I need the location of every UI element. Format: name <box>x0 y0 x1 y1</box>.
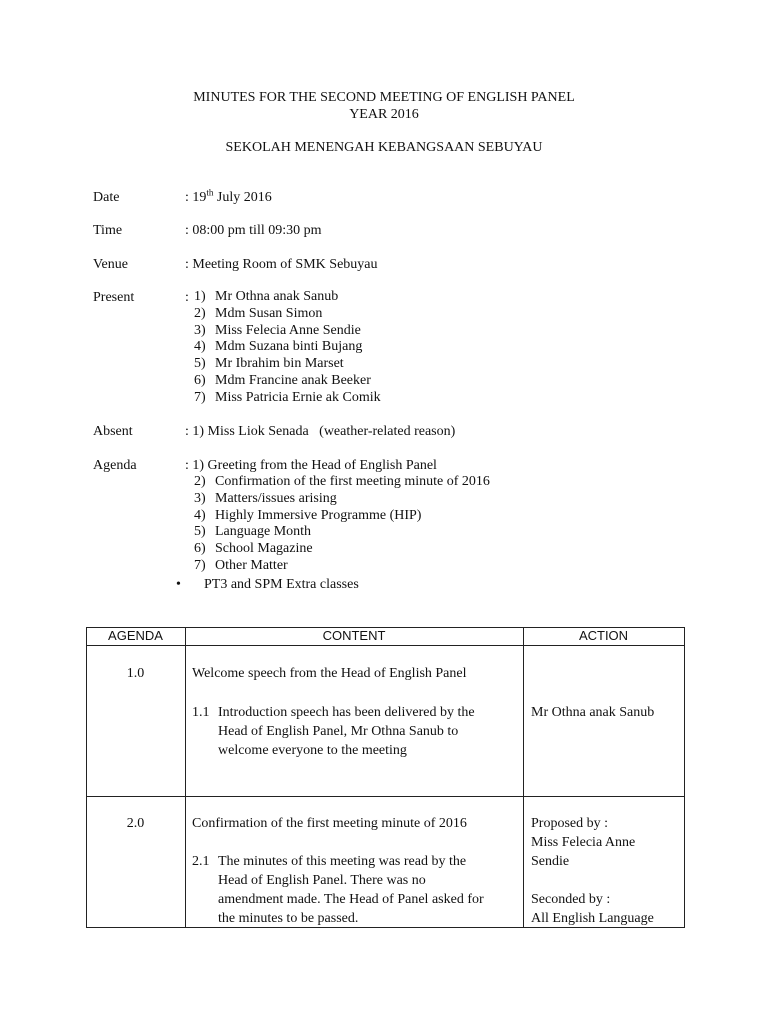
document-title: MINUTES FOR THE SECOND MEETING OF ENGLISH PANEL <box>193 90 575 105</box>
row2-agenda-number: 2.0 <box>126 816 145 831</box>
list-item: 4) Mdm Suzana binti Bujang <box>194 339 363 355</box>
table-border-right <box>684 627 685 928</box>
table-column-divider <box>185 627 186 928</box>
venue-label: Venue <box>93 257 128 272</box>
row1-agenda-number: 1.0 <box>126 666 145 681</box>
agenda-list <box>194 474 490 575</box>
present-list <box>194 289 381 407</box>
document-year: YEAR 2016 <box>349 107 419 122</box>
time-label: Time <box>93 223 123 238</box>
time-value: : 08:00 pm till 09:30 pm <box>185 223 322 238</box>
list-item: 6) Mdm Francine anak Beeker <box>194 372 371 388</box>
list-item: 2) Confirmation of the first meeting minute of 2016 <box>194 474 490 489</box>
absent-label: Absent <box>93 424 133 439</box>
minutes-table <box>86 627 685 928</box>
present-label: Present <box>93 290 135 305</box>
list-item: 4) Highly Immersive Programme (HIP) <box>194 507 422 523</box>
bullet-item: • PT3 and SPM Extra classes <box>176 577 359 592</box>
column-header-action: ACTION <box>578 628 629 643</box>
list-item: 5) Mr Ibrahim bin Marset <box>194 356 344 372</box>
proposed-label: Proposed by : <box>531 816 608 831</box>
absent-value: : 1) Miss Liok Senada (weather-related reason) <box>185 424 456 439</box>
list-item: 3) Miss Felecia Anne Sendie <box>194 322 361 338</box>
list-item: 1) Mr Othna anak Sanub <box>194 289 339 304</box>
list-item: 6) School Magazine <box>194 541 313 557</box>
seconded-label: Seconded by : <box>531 892 611 907</box>
column-header-agenda: AGENDA <box>108 628 163 643</box>
agenda-first-item: : 1) Greeting from the Head of English Panel <box>185 458 437 473</box>
column-header-content: CONTENT <box>322 628 386 643</box>
row2-action <box>531 814 656 928</box>
venue-value: : Meeting Room of SMK Sebuyau <box>185 257 378 272</box>
row1-subitem: 1.1 Introduction speech has been delivered by the Head of English Panel, Mr Othna Sanub to welcome everyone to the meeting <box>192 705 475 758</box>
bullet-icon: • <box>176 577 181 592</box>
list-item: 7) Miss Patricia Ernie ak Comik <box>194 389 381 405</box>
school-name: SEKOLAH MENENGAH KEBANGSAAN SEBUYAU <box>225 140 543 155</box>
row2-subitem: 2.1 The minutes of this meeting was read by the Head of English Panel. There was no amendment made. The Head of Panel asked for the minutes to be passed. <box>192 854 484 926</box>
proposed-name: Miss Felecia Anne Sendie <box>531 835 636 869</box>
table-header-divider <box>86 645 685 646</box>
row1-heading: Welcome speech from the Head of English Panel <box>192 666 467 681</box>
list-item: 7) Other Matter <box>194 557 288 573</box>
list-item: 5) Language Month <box>194 524 312 540</box>
list-item: 2) Mdm Susan Simon <box>194 305 323 321</box>
row1-action: Mr Othna anak Sanub <box>531 705 655 720</box>
seconded-name: All English Language <box>531 911 654 926</box>
row2-heading: Confirmation of the first meeting minute of 2016 <box>192 816 467 831</box>
table-column-divider <box>523 627 524 928</box>
table-row-divider <box>86 796 685 797</box>
list-item: 3) Matters/issues arising <box>194 490 337 506</box>
date-label: Date <box>93 190 120 205</box>
date-value: : 19th July 2016 <box>185 187 272 205</box>
agenda-label: Agenda <box>93 458 137 473</box>
